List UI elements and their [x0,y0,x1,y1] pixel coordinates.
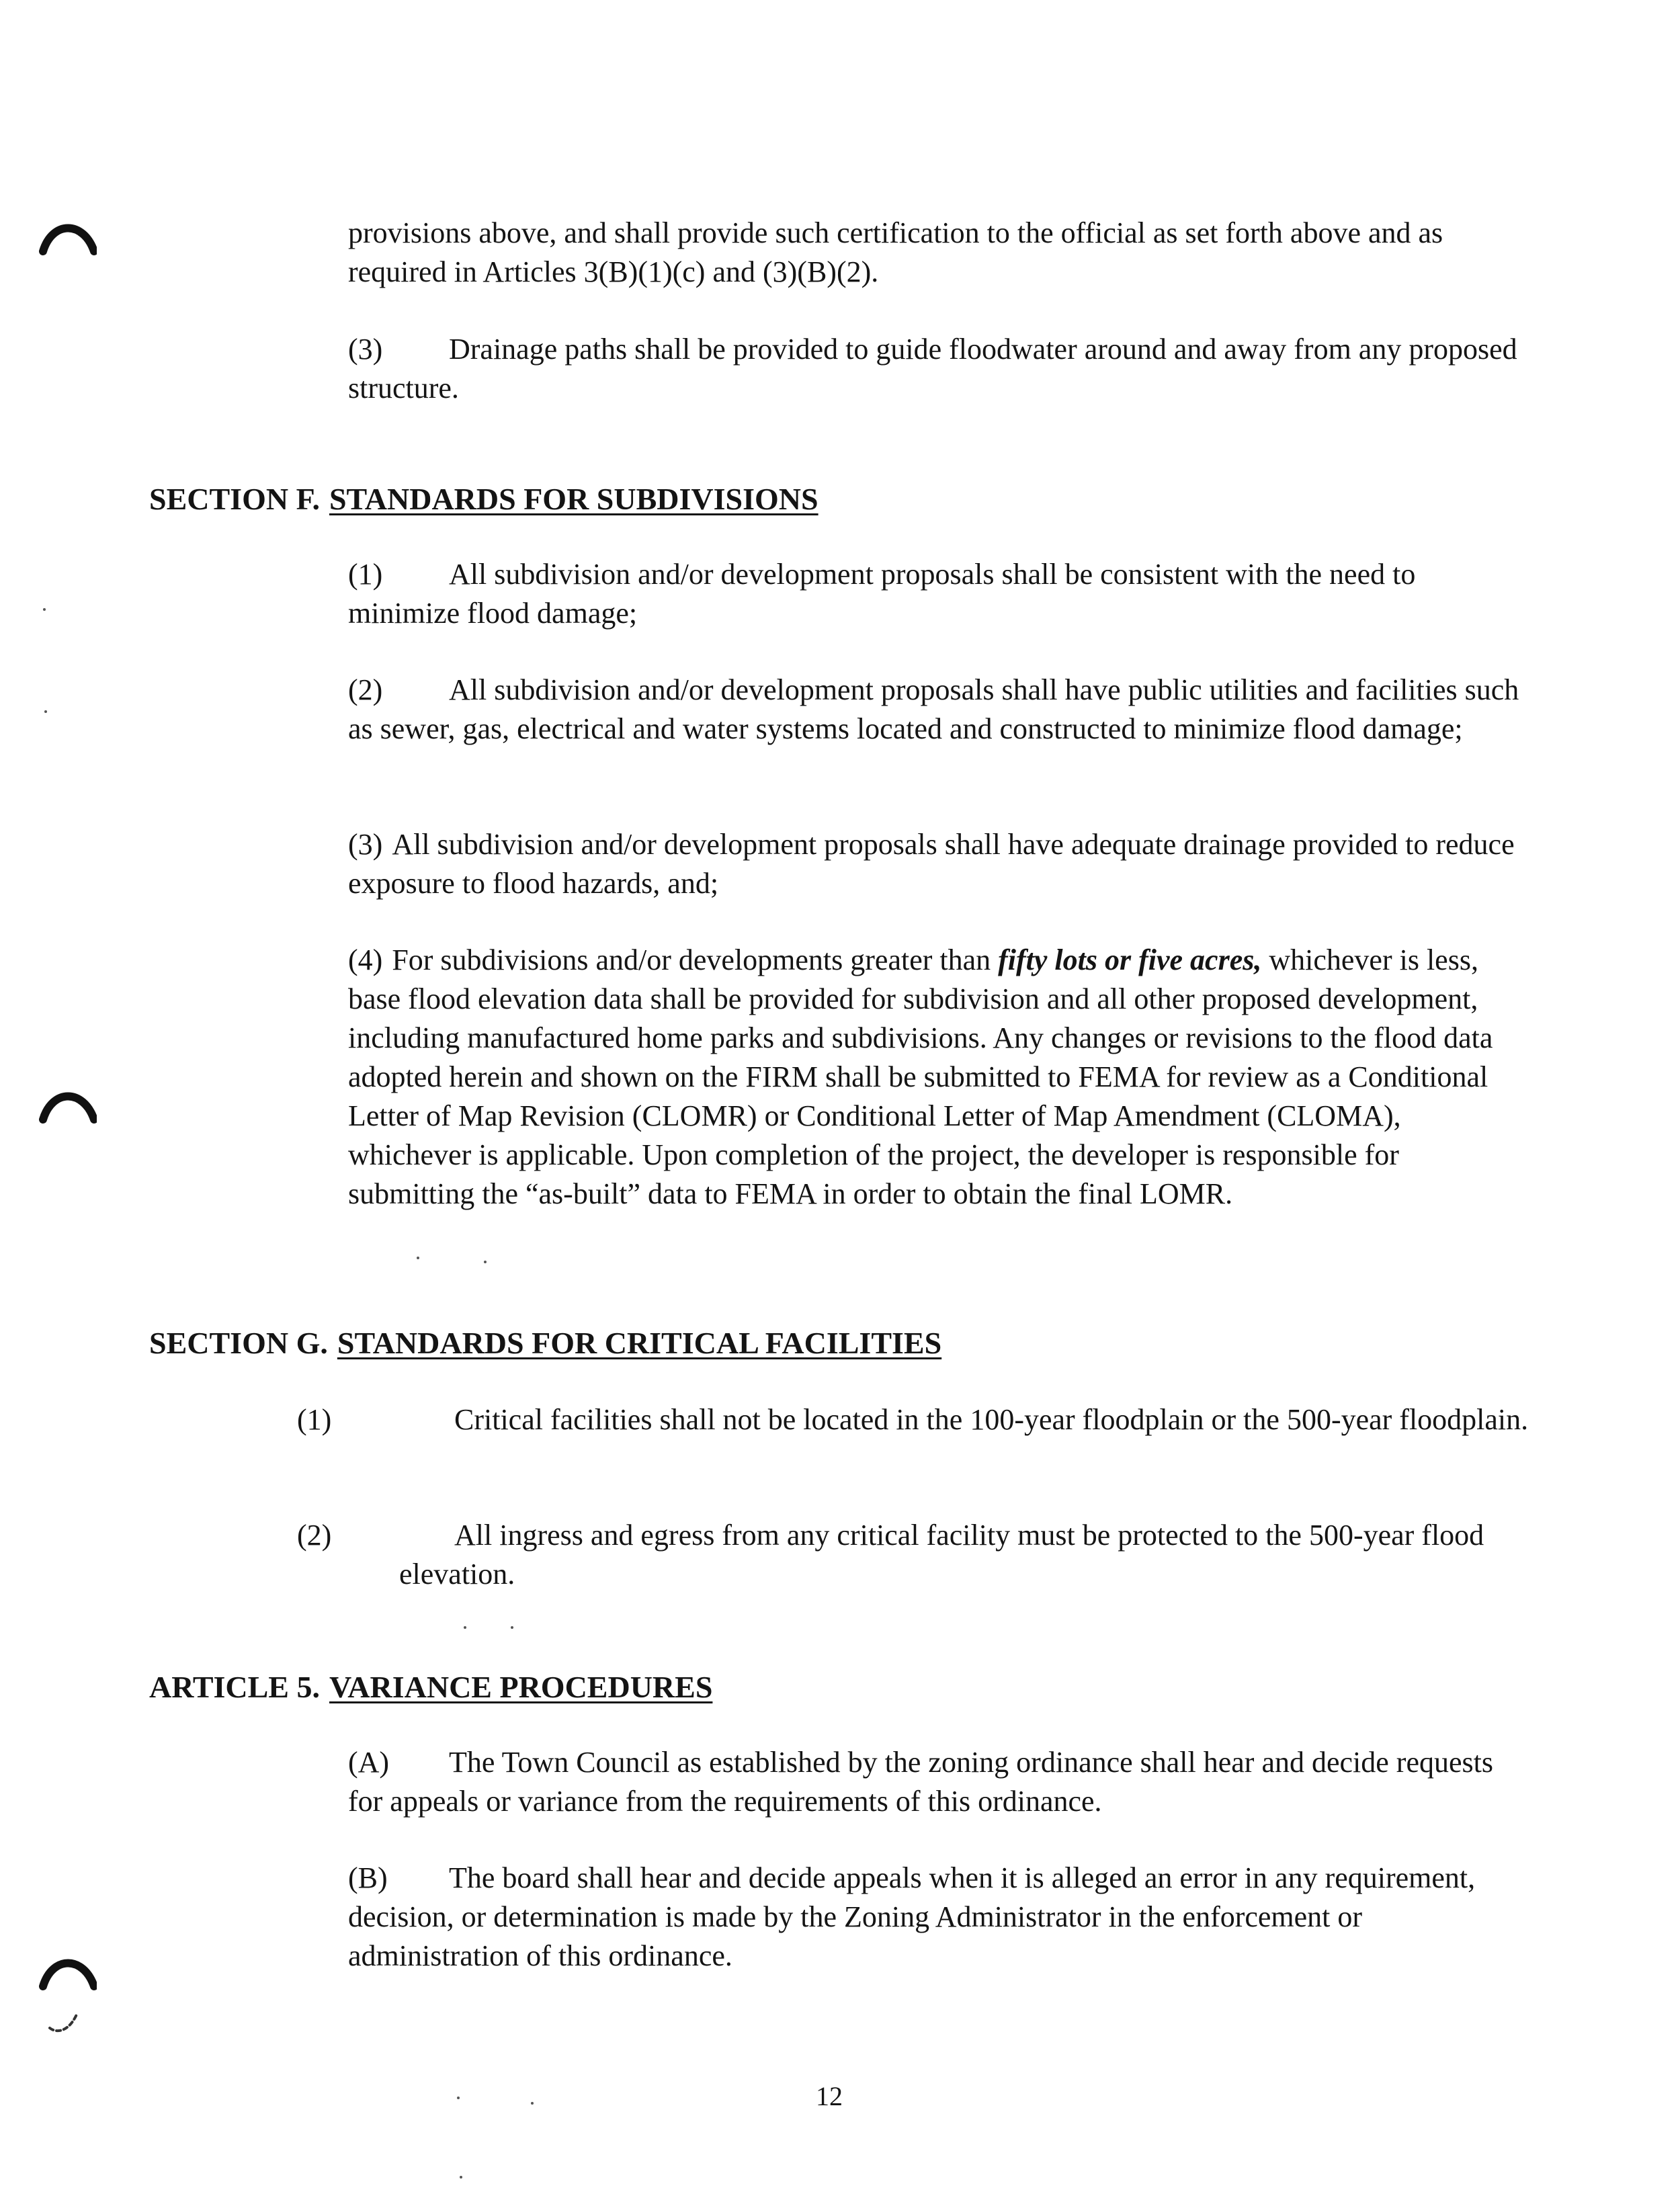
item-number: (2) [297,1519,332,1552]
item-number: (B) [348,1861,388,1894]
item-text: Critical facilities shall not be located in the 100-year floodplain or the 500-year floodplain. [454,1403,1529,1436]
scan-speck [457,2097,460,2099]
punch-hole-mark-icon [39,214,97,261]
section-g-item-1 [297,1400,1582,1439]
item-text: All subdivision and/or development proposals shall have public utilities and facilities such as sewer, gas, electrical and water systems located and constructed to minimize flood damage; [348,673,1519,745]
section-f-heading [149,480,818,519]
article-5-item-a [348,1743,1531,1821]
scan-speck [44,710,47,713]
item-number: (3) [348,828,383,861]
item-number: (1) [297,1403,332,1436]
section-g-item-2 [297,1516,1582,1594]
scan-speck [43,608,46,611]
section-label: SECTION G. [149,1326,328,1360]
scan-speck [464,1626,466,1629]
section-title: STANDARDS FOR SUBDIVISIONS [329,482,818,516]
article-5-item-b [348,1859,1531,1976]
item-text: All ingress and egress from any critical facility must be protected to the 500-year flood elevation. [399,1519,1484,1591]
punch-hole-mark-icon [39,1949,97,1996]
item-text: The Town Council as established by the zoning ordinance shall hear and decide requests for appeals or variance from the requirements of this ordinance. [348,1746,1493,1818]
article-5-heading [149,1668,712,1707]
item-text: Drainage paths shall be provided to guide floodwater around and away from any proposed structure. [348,333,1517,405]
article-label: ARTICLE 5. [149,1670,320,1704]
section-f-item-4 [348,941,1531,1214]
item-text: All subdivision and/or development proposals shall have adequate drainage provided to reduce exposure to flood hazards, and; [348,828,1515,900]
scan-speck [417,1257,419,1259]
item-number: (3) [348,333,383,366]
item-number: (4) [348,943,383,976]
section-g-heading [149,1324,941,1363]
item-emphasis: fifty lots or five acres, [998,943,1262,976]
article-title: VARIANCE PROCEDURES [329,1670,713,1704]
scan-artifact-icon [47,2011,81,2037]
item-text: For subdivisions and/or developments greater than [392,943,991,976]
section-label: SECTION F. [149,482,320,516]
section-f-item-3 [348,825,1531,903]
scan-speck [484,1261,487,1263]
continuation-paragraph: provisions above, and shall provide such certification to the official as set forth above and as required in Articles 3(B)(1)(c) and (3)(B)(2). [348,216,1443,288]
section-title: STANDARDS FOR CRITICAL FACILITIES [337,1326,942,1360]
drainage-paragraph [348,330,1531,408]
section-f-item-1 [348,555,1531,633]
page-number: 12 [816,2081,843,2111]
scan-speck [460,2176,462,2179]
item-number: (2) [348,673,383,706]
item-number: (1) [348,558,383,591]
item-text: The board shall hear and decide appeals when it is alleged an error in any requirement, decision, or determination is made by the Zoning Administrator in the enforcement or administration of this ordinance. [348,1861,1476,1972]
item-text-continued: whichever is less, base flood elevation data shall be provided for subdivision and all other proposed development, including manufactured home parks and subdivisions. Any changes or revisions to the flood data adopted herein and shown on the FIRM shall be submitted to FEMA for review as a Conditional Letter of Map Revision (CLOMR) or Conditional Letter of Map Amendment (CLOMA), whichever is applicable. Upon completion of the project, the developer is responsible for submitting the “as-built” data to FEMA in order to obtain the final LOMR. [348,943,1493,1210]
section-f-item-2 [348,671,1531,749]
punch-hole-mark-icon [39,1082,97,1129]
scan-speck [531,2102,534,2105]
scan-speck [511,1626,513,1629]
item-number: (A) [348,1746,390,1779]
item-text: All subdivision and/or development proposals shall be consistent with the need to minimize flood damage; [348,558,1416,630]
